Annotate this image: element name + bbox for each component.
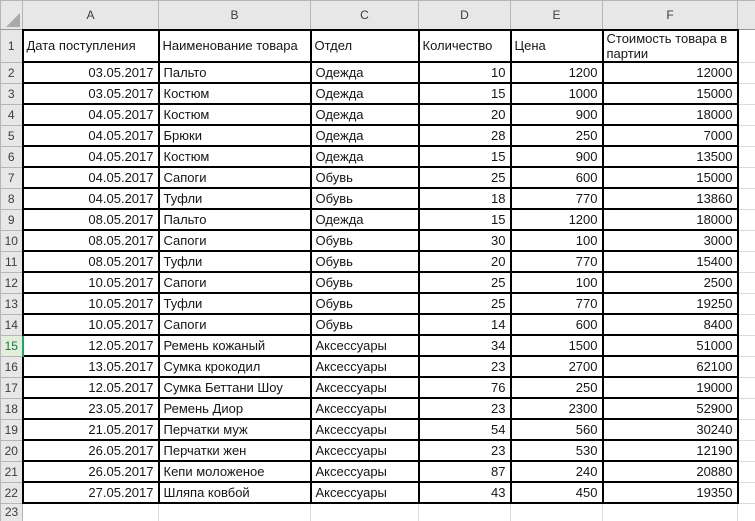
table-row-13 <box>1 293 755 314</box>
cell-e15[interactable]: 1500 <box>511 335 603 356</box>
cell-f14[interactable]: 8400 <box>603 314 738 335</box>
cell-b14[interactable]: Сапоги <box>159 314 311 335</box>
cell-c2[interactable]: Одежда <box>311 62 419 83</box>
cell-a20[interactable]: 26.05.2017 <box>23 440 159 461</box>
cell-a16[interactable]: 13.05.2017 <box>23 356 159 377</box>
empty-cell[interactable] <box>311 503 419 521</box>
cell-c12[interactable]: Обувь <box>311 272 419 293</box>
ghost-cell[interactable] <box>738 83 755 104</box>
ghost-cell[interactable] <box>738 377 755 398</box>
ghost-cell[interactable] <box>738 188 755 209</box>
column-header-f[interactable]: F <box>603 1 738 30</box>
row-header-20[interactable]: 20 <box>1 440 23 461</box>
row-header-7[interactable]: 7 <box>1 167 23 188</box>
cell-b7[interactable]: Сапоги <box>159 167 311 188</box>
cell-f19[interactable]: 30240 <box>603 419 738 440</box>
cell-b9[interactable]: Пальто <box>159 209 311 230</box>
header-cell-a1[interactable]: Дата поступления <box>23 30 159 63</box>
table-row-4 <box>1 104 755 125</box>
cell-c17[interactable]: Аксессуары <box>311 377 419 398</box>
ghost-column-header[interactable] <box>738 1 755 30</box>
cell-d14[interactable]: 14 <box>419 314 511 335</box>
cell-f4[interactable]: 18000 <box>603 104 738 125</box>
cell-f2[interactable]: 12000 <box>603 62 738 83</box>
table-row-18 <box>1 398 755 419</box>
cell-b3[interactable]: Костюм <box>159 83 311 104</box>
ghost-cell[interactable] <box>738 251 755 272</box>
empty-cell[interactable] <box>23 503 159 521</box>
table-row-9 <box>1 209 755 230</box>
cell-d19[interactable]: 54 <box>419 419 511 440</box>
cell-d17[interactable]: 76 <box>419 377 511 398</box>
cell-b8[interactable]: Туфли <box>159 188 311 209</box>
cell-a18[interactable]: 23.05.2017 <box>23 398 159 419</box>
column-header-c[interactable]: C <box>311 1 419 30</box>
cell-e12[interactable]: 100 <box>511 272 603 293</box>
cell-e10[interactable]: 100 <box>511 230 603 251</box>
row-header-3[interactable]: 3 <box>1 83 23 104</box>
cell-d16[interactable]: 23 <box>419 356 511 377</box>
ghost-cell[interactable] <box>738 398 755 419</box>
cell-f15[interactable]: 51000 <box>603 335 738 356</box>
ghost-cell[interactable] <box>738 419 755 440</box>
cell-f13[interactable]: 19250 <box>603 293 738 314</box>
cell-e16[interactable]: 2700 <box>511 356 603 377</box>
ghost-cell[interactable] <box>738 125 755 146</box>
cell-e11[interactable]: 770 <box>511 251 603 272</box>
cell-f8[interactable]: 13860 <box>603 188 738 209</box>
row-header-1[interactable]: 1 <box>1 30 23 63</box>
cell-b18[interactable]: Ремень Диор <box>159 398 311 419</box>
cell-a3[interactable]: 03.05.2017 <box>23 83 159 104</box>
cell-a12[interactable]: 10.05.2017 <box>23 272 159 293</box>
cell-b19[interactable]: Перчатки муж <box>159 419 311 440</box>
empty-cell[interactable] <box>603 503 738 521</box>
cell-a9[interactable]: 08.05.2017 <box>23 209 159 230</box>
cell-a17[interactable]: 12.05.2017 <box>23 377 159 398</box>
cell-f12[interactable]: 2500 <box>603 272 738 293</box>
row-header-8[interactable]: 8 <box>1 188 23 209</box>
cell-c16[interactable]: Аксессуары <box>311 356 419 377</box>
row-header-9[interactable]: 9 <box>1 209 23 230</box>
cell-e6[interactable]: 900 <box>511 146 603 167</box>
row-header-13[interactable]: 13 <box>1 293 23 314</box>
cell-c13[interactable]: Обувь <box>311 293 419 314</box>
cell-d21[interactable]: 87 <box>419 461 511 482</box>
cell-d11[interactable]: 20 <box>419 251 511 272</box>
cell-e3[interactable]: 1000 <box>511 83 603 104</box>
table-row-12 <box>1 272 755 293</box>
cell-a2[interactable]: 03.05.2017 <box>23 62 159 83</box>
table-row-10 <box>1 230 755 251</box>
cell-f16[interactable]: 62100 <box>603 356 738 377</box>
cell-c21[interactable]: Аксессуары <box>311 461 419 482</box>
column-header-b[interactable]: B <box>159 1 311 30</box>
cell-d20[interactable]: 23 <box>419 440 511 461</box>
cell-d22[interactable]: 43 <box>419 482 511 503</box>
ghost-cell[interactable] <box>738 461 755 482</box>
cell-b16[interactable]: Сумка крокодил <box>159 356 311 377</box>
table-row-17 <box>1 377 755 398</box>
cell-c7[interactable]: Обувь <box>311 167 419 188</box>
cell-e2[interactable]: 1200 <box>511 62 603 83</box>
row-header-17[interactable]: 17 <box>1 377 23 398</box>
cell-e9[interactable]: 1200 <box>511 209 603 230</box>
cell-f7[interactable]: 15000 <box>603 167 738 188</box>
header-cell-c1[interactable]: Отдел <box>311 30 419 63</box>
cell-e17[interactable]: 250 <box>511 377 603 398</box>
cell-d12[interactable]: 25 <box>419 272 511 293</box>
cell-d18[interactable]: 23 <box>419 398 511 419</box>
cell-c15[interactable]: Аксессуары <box>311 335 419 356</box>
ghost-cell[interactable] <box>738 146 755 167</box>
cell-e20[interactable]: 530 <box>511 440 603 461</box>
table-row-11 <box>1 251 755 272</box>
cell-e7[interactable]: 600 <box>511 167 603 188</box>
cell-f6[interactable]: 13500 <box>603 146 738 167</box>
header-cell-b1[interactable]: Наименование товара <box>159 30 311 63</box>
empty-cell[interactable] <box>159 503 311 521</box>
header-cell-e1[interactable]: Цена <box>511 30 603 63</box>
cell-b5[interactable]: Брюки <box>159 125 311 146</box>
header-cell-f1[interactable]: Стоимость товара в партии <box>603 30 738 63</box>
row-header-4[interactable]: 4 <box>1 104 23 125</box>
table-row-6 <box>1 146 755 167</box>
cell-a6[interactable]: 04.05.2017 <box>23 146 159 167</box>
ghost-cell[interactable] <box>738 503 755 521</box>
ghost-cell[interactable] <box>738 30 755 63</box>
empty-cell[interactable] <box>511 503 603 521</box>
row-header-18[interactable]: 18 <box>1 398 23 419</box>
cell-d15[interactable]: 34 <box>419 335 511 356</box>
cell-b11[interactable]: Туфли <box>159 251 311 272</box>
cell-b4[interactable]: Костюм <box>159 104 311 125</box>
table-row-14 <box>1 314 755 335</box>
cell-b10[interactable]: Сапоги <box>159 230 311 251</box>
ghost-cell[interactable] <box>738 104 755 125</box>
row-header-12[interactable]: 12 <box>1 272 23 293</box>
cell-f11[interactable]: 15400 <box>603 251 738 272</box>
row-header-15[interactable]: 15 <box>1 335 23 356</box>
table-row-21 <box>1 461 755 482</box>
table-row-20 <box>1 440 755 461</box>
cell-c10[interactable]: Обувь <box>311 230 419 251</box>
cell-b2[interactable]: Пальто <box>159 62 311 83</box>
table-row-22 <box>1 482 755 503</box>
row-header-16[interactable]: 16 <box>1 356 23 377</box>
cell-e5[interactable]: 250 <box>511 125 603 146</box>
cell-b12[interactable]: Сапоги <box>159 272 311 293</box>
cell-a14[interactable]: 10.05.2017 <box>23 314 159 335</box>
partial-row-23 <box>1 503 755 521</box>
cell-d6[interactable]: 15 <box>419 146 511 167</box>
cell-a4[interactable]: 04.05.2017 <box>23 104 159 125</box>
cell-f18[interactable]: 52900 <box>603 398 738 419</box>
table-row-7 <box>1 167 755 188</box>
empty-cell[interactable] <box>419 503 511 521</box>
row-header-10[interactable]: 10 <box>1 230 23 251</box>
table-row-16 <box>1 356 755 377</box>
row-header-14[interactable]: 14 <box>1 314 23 335</box>
row-header-11[interactable]: 11 <box>1 251 23 272</box>
cell-f17[interactable]: 19000 <box>603 377 738 398</box>
cell-f5[interactable]: 7000 <box>603 125 738 146</box>
table-header-row <box>1 30 755 63</box>
column-header-d[interactable]: D <box>419 1 511 30</box>
row-header-2[interactable]: 2 <box>1 62 23 83</box>
cell-c22[interactable]: Аксессуары <box>311 482 419 503</box>
table-row-8 <box>1 188 755 209</box>
cell-c20[interactable]: Аксессуары <box>311 440 419 461</box>
cell-a21[interactable]: 26.05.2017 <box>23 461 159 482</box>
cell-d8[interactable]: 18 <box>419 188 511 209</box>
ghost-cell[interactable] <box>738 293 755 314</box>
row-header-5[interactable]: 5 <box>1 125 23 146</box>
table-row-15 <box>1 335 755 356</box>
cell-e22[interactable]: 450 <box>511 482 603 503</box>
cell-a11[interactable]: 08.05.2017 <box>23 251 159 272</box>
cell-a7[interactable]: 04.05.2017 <box>23 167 159 188</box>
cell-d9[interactable]: 15 <box>419 209 511 230</box>
cell-b13[interactable]: Туфли <box>159 293 311 314</box>
ghost-cell[interactable] <box>738 482 755 503</box>
cell-f22[interactable]: 19350 <box>603 482 738 503</box>
table-row-19 <box>1 419 755 440</box>
cell-a5[interactable]: 04.05.2017 <box>23 125 159 146</box>
cell-b22[interactable]: Шляпа ковбой <box>159 482 311 503</box>
cell-e18[interactable]: 2300 <box>511 398 603 419</box>
cell-d5[interactable]: 28 <box>419 125 511 146</box>
header-cell-d1[interactable]: Количество <box>419 30 511 63</box>
cell-e14[interactable]: 600 <box>511 314 603 335</box>
select-all-button[interactable] <box>1 1 23 30</box>
row-header-6[interactable]: 6 <box>1 146 23 167</box>
ghost-cell[interactable] <box>738 335 755 356</box>
ghost-cell[interactable] <box>738 314 755 335</box>
cell-b17[interactable]: Сумка Беттани Шоу <box>159 377 311 398</box>
cell-b15[interactable]: Ремень кожаный <box>159 335 311 356</box>
cell-a22[interactable]: 27.05.2017 <box>23 482 159 503</box>
cell-b21[interactable]: Кепи моложеное <box>159 461 311 482</box>
cell-c19[interactable]: Аксессуары <box>311 419 419 440</box>
select-all-triangle-icon <box>6 13 20 27</box>
cell-d4[interactable]: 20 <box>419 104 511 125</box>
table-row-3 <box>1 83 755 104</box>
cell-f21[interactable]: 20880 <box>603 461 738 482</box>
cell-a8[interactable]: 04.05.2017 <box>23 188 159 209</box>
cell-c9[interactable]: Одежда <box>311 209 419 230</box>
cell-a13[interactable]: 10.05.2017 <box>23 293 159 314</box>
cell-d3[interactable]: 15 <box>419 83 511 104</box>
ghost-cell[interactable] <box>738 62 755 83</box>
cell-e13[interactable]: 770 <box>511 293 603 314</box>
ghost-cell[interactable] <box>738 209 755 230</box>
table-row-2 <box>1 62 755 83</box>
cell-c18[interactable]: Аксессуары <box>311 398 419 419</box>
cell-e4[interactable]: 900 <box>511 104 603 125</box>
ghost-cell[interactable] <box>738 356 755 377</box>
cell-c6[interactable]: Одежда <box>311 146 419 167</box>
cell-d2[interactable]: 10 <box>419 62 511 83</box>
column-letters-row <box>1 1 755 30</box>
ghost-cell[interactable] <box>738 167 755 188</box>
cell-e19[interactable]: 560 <box>511 419 603 440</box>
cell-d10[interactable]: 30 <box>419 230 511 251</box>
cell-e21[interactable]: 240 <box>511 461 603 482</box>
cell-c4[interactable]: Одежда <box>311 104 419 125</box>
ghost-cell[interactable] <box>738 440 755 461</box>
cell-c14[interactable]: Обувь <box>311 314 419 335</box>
table-row-5 <box>1 125 755 146</box>
cell-a15[interactable]: 12.05.2017 <box>23 335 159 356</box>
cell-c8[interactable]: Обувь <box>311 188 419 209</box>
column-header-a[interactable]: A <box>23 1 159 30</box>
cell-f20[interactable]: 12190 <box>603 440 738 461</box>
cell-f10[interactable]: 3000 <box>603 230 738 251</box>
row-header-19[interactable]: 19 <box>1 419 23 440</box>
column-header-e[interactable]: E <box>511 1 603 30</box>
cell-f9[interactable]: 18000 <box>603 209 738 230</box>
cell-d7[interactable]: 25 <box>419 167 511 188</box>
ghost-cell[interactable] <box>738 230 755 251</box>
row-header-22[interactable]: 22 <box>1 482 23 503</box>
cell-e8[interactable]: 770 <box>511 188 603 209</box>
cell-c5[interactable]: Одежда <box>311 125 419 146</box>
cell-f3[interactable]: 15000 <box>603 83 738 104</box>
cell-c3[interactable]: Одежда <box>311 83 419 104</box>
cell-d13[interactable]: 25 <box>419 293 511 314</box>
cell-b6[interactable]: Костюм <box>159 146 311 167</box>
ghost-cell[interactable] <box>738 272 755 293</box>
row-header-21[interactable]: 21 <box>1 461 23 482</box>
row-header-23[interactable]: 23 <box>1 503 23 521</box>
cell-b20[interactable]: Перчатки жен <box>159 440 311 461</box>
cell-a10[interactable]: 08.05.2017 <box>23 230 159 251</box>
cell-c11[interactable]: Обувь <box>311 251 419 272</box>
cell-a19[interactable]: 21.05.2017 <box>23 419 159 440</box>
